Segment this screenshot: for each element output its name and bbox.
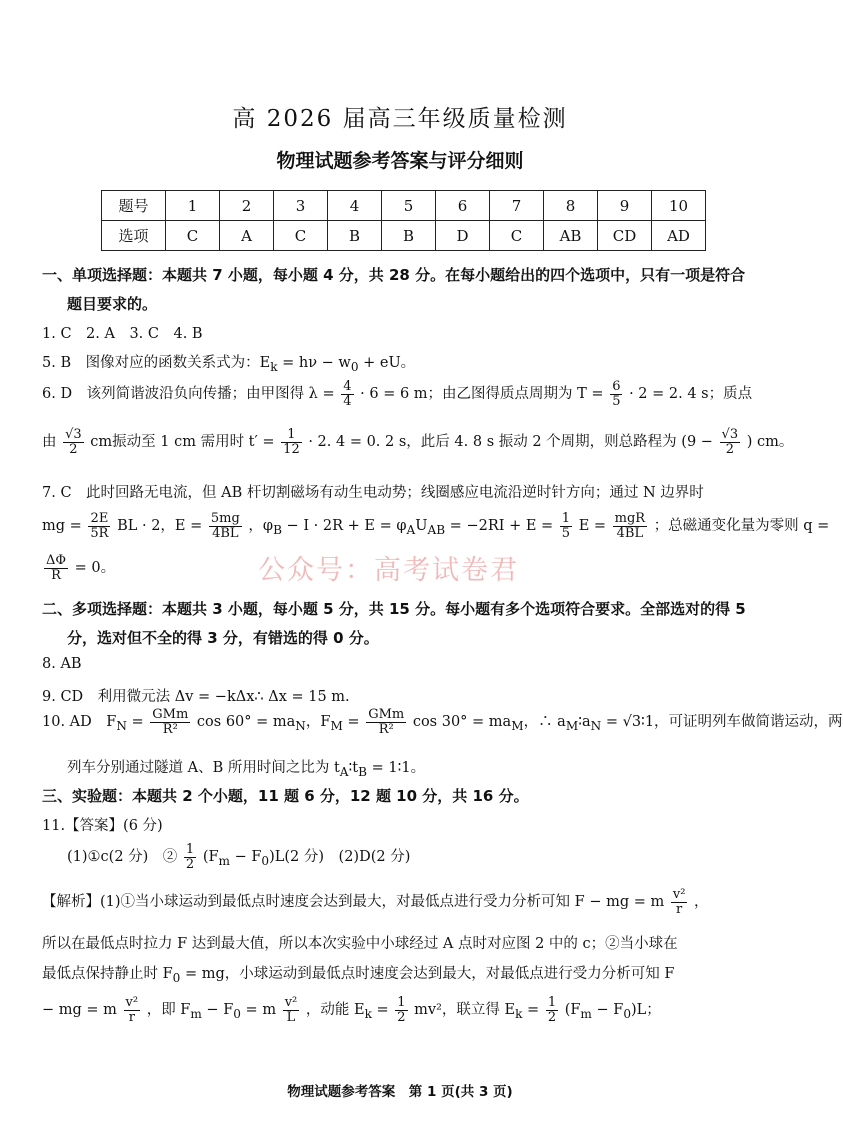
table-cell: 4	[328, 191, 382, 221]
fraction: $\frac{1}{12}$	[283, 427, 300, 457]
fraction: $\frac{\text{v²}}{L}$	[284, 995, 298, 1025]
answers-1-4: 1. C 2. A 3. C 4. B	[42, 326, 203, 342]
answer-table	[101, 190, 706, 251]
answer-9: 9. CD 利用微元法 Δv = −kΔx∴ Δx = 15 m.	[42, 689, 350, 705]
table-cell: 1	[166, 191, 220, 221]
fraction: $\frac{1}{2}$	[185, 842, 195, 872]
table-cell: 8	[544, 191, 598, 221]
section1-heading-cont: 题目要求的。	[67, 295, 158, 313]
answer-7-line3: $\frac{\Delta\Phi}{R}$ = 0。	[46, 553, 116, 583]
section2-heading: 二、多项选择题：本题共 3 小题，每小题 5 分，共 15 分。每小题有多个选项符合要求。全部选对的得 5	[42, 600, 746, 618]
fraction: $\frac{\text{mgR}}{4BL}$	[614, 511, 646, 541]
watermark: 公众号：高考试卷君	[258, 555, 519, 586]
table-cell: 10	[652, 191, 706, 221]
answer-5: 5. B 图像对应的函数关系式为：$E_k = h\nu - w_0$ + eU。	[42, 355, 416, 374]
fraction: $\frac{\text{GMm}}{\text{R²}}$	[152, 707, 189, 737]
table-cell: 2	[220, 191, 274, 221]
table-cell: B	[382, 221, 436, 251]
fraction: $\frac{4}{4}$	[343, 379, 352, 409]
table-row	[102, 191, 706, 221]
fraction: $\frac{\text{v²}}{r}$	[125, 995, 139, 1025]
answer-11-heading: 11.【答案】(6 分)	[42, 818, 163, 834]
page-footer: 物理试题参考答案 第 1 页(共 3 页)	[287, 1084, 513, 1100]
fraction: $\frac{1}{2}$	[547, 995, 557, 1025]
table-cell: B	[328, 221, 382, 251]
table-cell: 7	[490, 191, 544, 221]
table-header-cell: 题号	[102, 191, 166, 221]
table-row	[102, 221, 706, 251]
answer-8: 8. AB	[42, 656, 82, 672]
table-header-cell: 选项	[102, 221, 166, 251]
fraction: $\frac{\Delta\Phi}{R}$	[46, 553, 67, 583]
table-cell: C	[490, 221, 544, 251]
table-cell: CD	[598, 221, 652, 251]
answer-6-line2: 由 $\frac{√3}{2}$ cm振动至 1 cm 需用时 t′ = $\frac{1}{12}$ · 2. 4 = 0. 2 s，此后 4. 8 s 振动 2 个周期，则总路程为 (9 − $\frac{√3}{2}$ ) cm。	[42, 427, 794, 457]
fraction: $\frac{√3}{2}$	[65, 427, 82, 457]
page-subtitle: 物理试题参考答案与评分细则	[276, 150, 524, 172]
fraction: $\frac{5mg}{4BL}$	[210, 511, 240, 541]
table-cell: C	[274, 221, 328, 251]
answer-11-explain-line1: 【解析】(1)①当小球运动到最低点时速度会达到最大，对最低点进行受力分析可知 F − mg = m $\frac{\text{v²}}{r}$ ，	[42, 887, 709, 917]
table-cell: AD	[652, 221, 706, 251]
answer-11-explain-line3: 最低点保持静止时 $F_0$ = mg，小球运动到最低点时速度会达到最大，对最低点进行受力分析可知 F	[42, 966, 675, 985]
section3-heading: 三、实验题：本题共 2 个小题，11 题 6 分，12 题 10 分，共 16 分。	[42, 787, 529, 805]
answer-7-line1: 7. C 此时回路无电流，但 AB 杆切割磁场有动生电动势；线圈感应电流沿逆时针方向；通过 N 边界时	[42, 485, 704, 501]
fraction: $\frac{\text{GMm}}{\text{R²}}$	[368, 707, 405, 737]
answer-10-line1: 10. AD $F_N$ = $\frac{\text{GMm}}{\text{R²}}$ $\cos 60^\circ = ma_N$，$F_M$ = $\frac{\text{GMm}}{\text{R²}}$ $\cos 30^\circ = ma_M$，∴ $a_M∶a_N$ = √3∶1，可证明列车做简谐运动，两	[42, 707, 843, 737]
fraction: $\frac{6}{5}$	[612, 379, 621, 409]
section2-heading-cont: 分，选对但不全的得 3 分，有错选的得 0 分。	[67, 629, 379, 647]
table-cell: A	[220, 221, 274, 251]
table-cell: 5	[382, 191, 436, 221]
fraction: $\frac{1}{2}$	[397, 995, 406, 1025]
answer-7-line2: mg = $\frac{2E}{5R}$ BL · 2，E = $\frac{5mg}{4BL}$ ，$\varphi_B - I \cdot 2R + E = \varphi_AU_{AB} = -2RI + E$ = $\frac{1}{5}$ E = $\frac{\text{mgR}}{4BL}$ ；总磁通变化量为零则 q =	[42, 511, 830, 541]
answer-11-answer: (1)①c(2 分) ② $\frac{1}{2}$ $(F_m - F_0)L(2$ 分) (2)D(2 分)	[67, 842, 411, 872]
table-cell: 3	[274, 191, 328, 221]
table-cell: 6	[436, 191, 490, 221]
answer-10-line2: 列车分别通过隧道 A、B 所用时间之比为 $t_A∶t_B$ = 1∶1。	[67, 760, 426, 779]
table-cell: D	[436, 221, 490, 251]
fraction: $\frac{√3}{2}$	[721, 427, 739, 457]
fraction: $\frac{2E}{5R}$	[90, 511, 109, 541]
table-cell: AB	[544, 221, 598, 251]
answer-11-explain-line4: − mg = m $\frac{\text{v²}}{r}$ ，即 $F_m - F_0 = m$ $\frac{\text{v²}}{L}$ ，动能 $E_k$ = $\frac{1}{2}$ mv²，联立得 $E_k$ = $\frac{1}{2}$ $(F_m - F_0)L$；	[42, 995, 661, 1025]
section1-heading: 一、单项选择题：本题共 7 小题，每小题 4 分，共 28 分。在每小题给出的四个选项中，只有一项是符合	[42, 266, 746, 284]
fraction: $\frac{\text{v²}}{r}$	[672, 887, 686, 917]
fraction: $\frac{1}{5}$	[561, 511, 571, 541]
answer-6-line1: 6. D 该列简谐波沿负向传播；由甲图得 λ = $\frac{4}{4}$ · 6 = 6 m；由乙图得质点周期为 T = $\frac{6}{5}$ · 2 = 2. 4 s；质点	[42, 379, 753, 409]
answer-11-explain-line2: 所以在最低点时拉力 F 达到最大值，所以本次实验中小球经过 A 点时对应图 2 中的 c；②当小球在	[42, 936, 678, 952]
page-title: 高 2026 届高三年级质量检测	[232, 106, 568, 132]
table-cell: C	[166, 221, 220, 251]
table-cell: 9	[598, 191, 652, 221]
